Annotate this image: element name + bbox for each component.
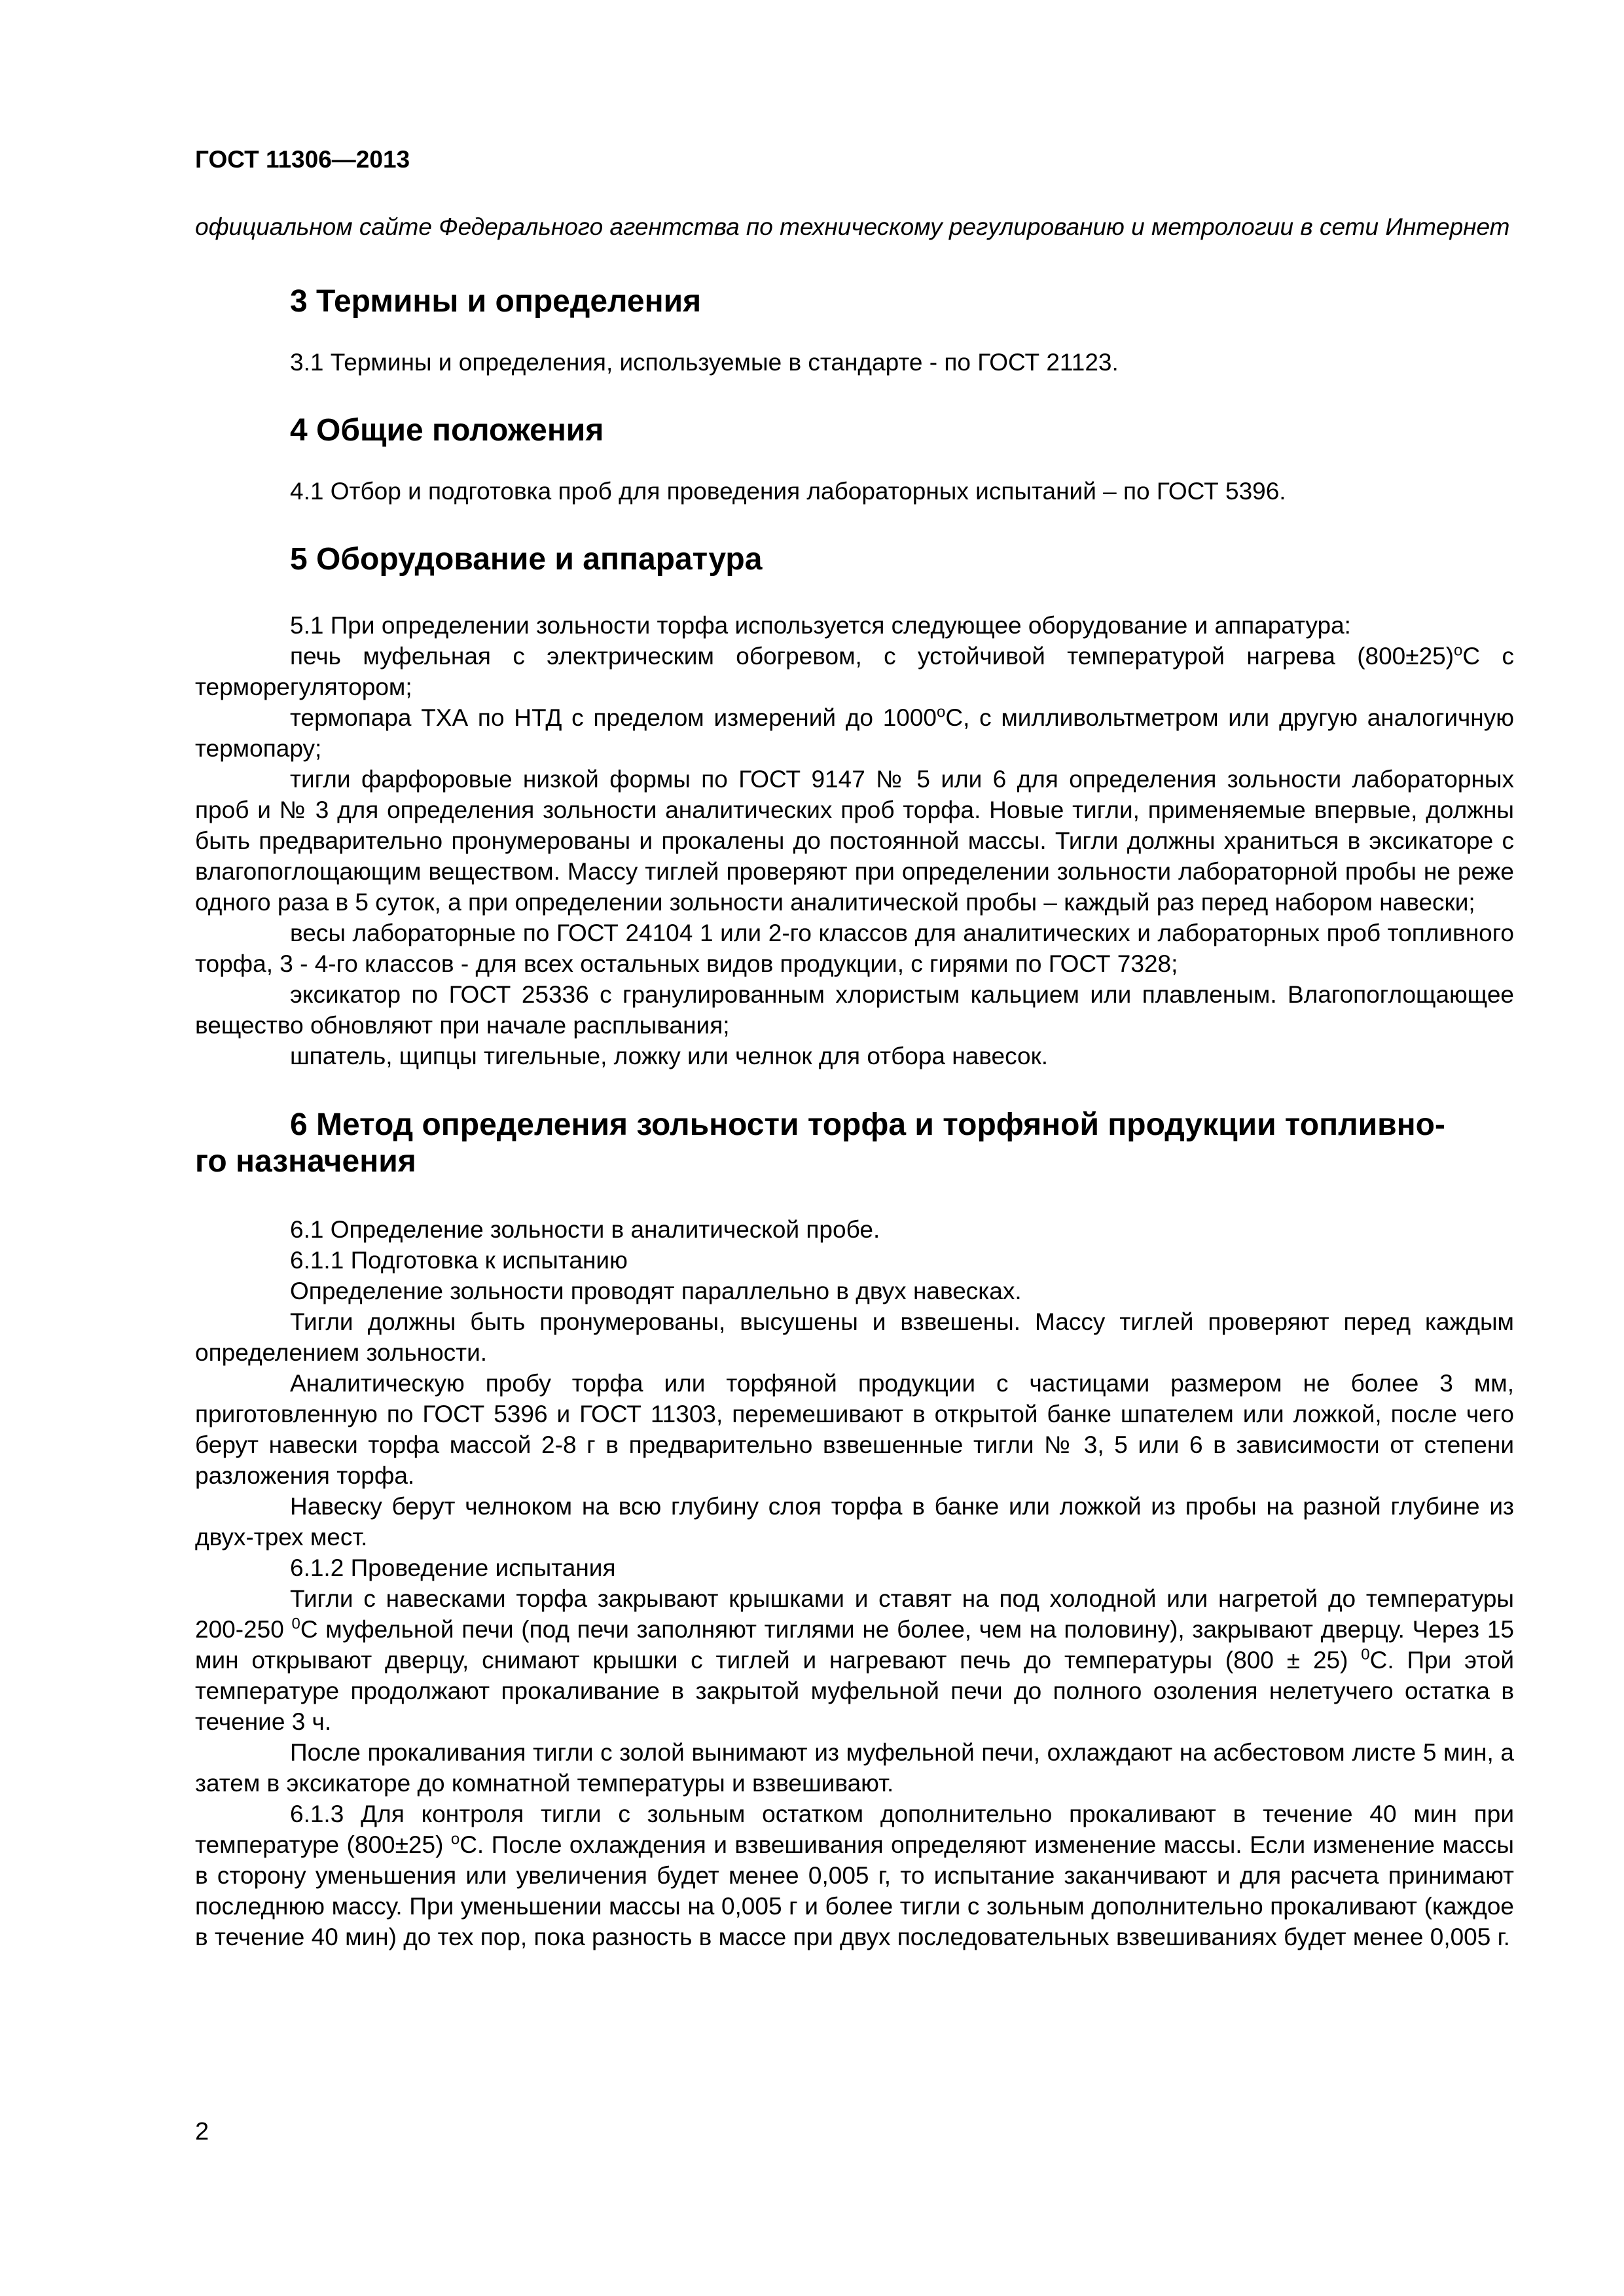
desiccator-paragraph: эксикатор по ГОСТ 25336 с гранулированным хлористым кальцием или плавленым. Влагопоглощающее вещество обновляют при начале расплывания; bbox=[195, 981, 1514, 1039]
section-5-1-paragraph: 5.1 При определении зольности торфа используется следующее оборудование и аппаратура: bbox=[290, 612, 1351, 639]
intro-paragraph: официальном сайте Федерального агентства по техническому регулированию и метрологии в сети Интернет bbox=[195, 213, 1510, 240]
section-6-1-3-paragraph: 6.1.3 Для контроля тигли с зольным остатком дополнительно прокаливают в течение 40 мин при температуре (800±25) $^о$С. После охлаждения и взвешивания определяют изменение массы. Если изменение массы в сторону уменьшения или увеличения будет менее 0,005 г, то испытание заканчивают и для расчета принимают последнюю массу. При уменьшении массы на 0,005 г и более тигли с зольным дополнительно прокаливают (каждое в течение 40 мин) до тех пор, пока разность в массе при двух последовательных взвешиваниях будет менее 0,005 г. bbox=[195, 1801, 1514, 1950]
document-page bbox=[195, 145, 1514, 1952]
section-5-title: 5 Оборудование и аппаратура bbox=[290, 542, 763, 577]
section-6-1-paragraph: 6.1 Определение зольности в аналитической пробе. bbox=[290, 1216, 880, 1243]
spatula-paragraph: шпатель, щипцы тигельные, ложку или челнок для отбора навесок. bbox=[290, 1043, 1049, 1069]
heating-paragraph: Тигли с навесками торфа закрывают крышками и ставят на под холодной или нагретой до температуры 200-250 $^0$С муфельной печи (под печи заполняют тиглями не более, чем на половину), закрывают дверцу. Через 15 мин открывают дверцу, снимают крышки с тиглей и нагревают печь до температуры (800 ± 25) $^0$С. При этой температуре продолжают прокаливание в закрытой муфельной печи до полного озоления нелетучего остатка в течение 3 ч. bbox=[195, 1585, 1514, 1735]
section-3-title: 3 Термины и определения bbox=[290, 284, 702, 319]
section-4-title: 4 Общие положения bbox=[290, 413, 604, 448]
section-6-title: 6 Метод определения зольности торфа и торфяной продукции топливно- го назначения bbox=[195, 1107, 1445, 1179]
sampling-paragraph: Навеску берут челноком на всю глубину слоя торфа в банке или ложкой из пробы на разной глубине из двух-трех мест. bbox=[195, 1493, 1514, 1551]
page-number: 2 bbox=[195, 2118, 209, 2145]
crucibles-paragraph: тигли фарфоровые низкой формы по ГОСТ 9147 № 5 или 6 для определения зольности лабораторных проб и № 3 для определения зольности аналитических проб торфа. Новые тигли, применяемые впервые, должны быть предварительно пронумерованы и прокалены до постоянной массы. Тигли должны храниться в эксикаторе с влагопоглощающим веществом. Массу тиглей проверяют при определении зольности лабораторной пробы не реже одного раза в 5 суток, а при определении зольности аналитической пробы – каждый раз перед набором навески; bbox=[195, 766, 1514, 916]
parallel-paragraph: Определение зольности проводят параллельно в двух навесках. bbox=[290, 1278, 1022, 1304]
section-4-1-paragraph: 4.1 Отбор и подготовка проб для проведения лабораторных испытаний – по ГОСТ 5396. bbox=[290, 478, 1286, 505]
furnace-paragraph: печь муфельная с электрическим обогревом, с устойчивой температурой нагрева $(800\pm 25)^оС$ с терморегулятором; bbox=[195, 641, 1515, 700]
analytical-sample-paragraph: Аналитическую пробу торфа или торфяной продукции с частицами размером не более 3 мм, приготовленную по ГОСТ 5396 и ГОСТ 11303, перемешивают в открытой банке шпателем или ложкой, после чего берут навески торфа массой 2-8 г в предварительно взвешенные тигли № 3, 5 или 6 в зависимости от степени разложения торфа. bbox=[195, 1370, 1514, 1489]
section-6-1-1-paragraph: 6.1.1 Подготовка к испытанию bbox=[290, 1247, 628, 1274]
thermocouple-paragraph: термопара ТХА по НТД с пределом измерений до $1000^оС$, с милливольтметром или другую аналогичную термопару; bbox=[195, 703, 1514, 762]
document-header: ГОСТ 11306—2013 bbox=[195, 146, 410, 173]
crucibles-weighed-paragraph: Тигли должны быть пронумерованы, высушены и взвешены. Массу тиглей проверяют перед каждым определением зольности. bbox=[195, 1308, 1514, 1366]
section-6-1-2-paragraph: 6.1.2 Проведение испытания bbox=[290, 1554, 616, 1581]
cooling-paragraph: После прокаливания тигли с золой вынимают из муфельной печи, охлаждают на асбестовом листе 5 мин, а затем в эксикаторе до комнатной температуры и взвешивают. bbox=[195, 1739, 1514, 1797]
section-3-1-paragraph: 3.1 Термины и определения, используемые в стандарте - по ГОСТ 21123. bbox=[290, 349, 1119, 376]
scales-paragraph: весы лабораторные по ГОСТ 24104 1 или 2-го классов для аналитических и лабораторных проб топливного торфа, 3 - 4-го классов - для всех остальных видов продукции, с гирями по ГОСТ 7328; bbox=[195, 920, 1514, 977]
